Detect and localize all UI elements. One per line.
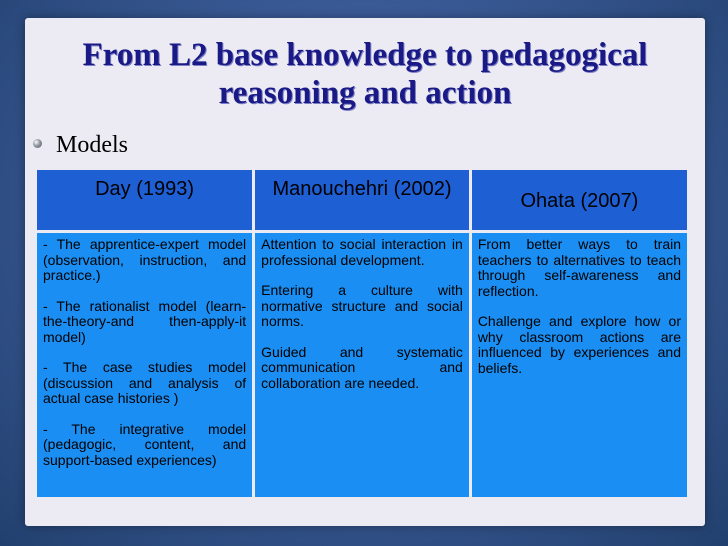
cell-day [37, 232, 254, 498]
manouchehri-point-2: Entering a culture with normative structure and social norms. [261, 282, 463, 329]
day-model-case-studies: - The case studies model (discussion and analysis of actual case histories ) [43, 359, 247, 406]
cell-manouchehri [254, 232, 471, 498]
header-day: Day (1993) [37, 170, 254, 232]
bullet-item [33, 132, 128, 159]
header-row [37, 170, 687, 232]
manouchehri-point-3: Guided and systematic communication and collaboration are needed. [261, 343, 463, 391]
header-manouchehri: Manouchehri (2002) [254, 170, 471, 232]
day-model-integrative: - The integrative model (pedagogic, content, and support-based experiences) [43, 420, 247, 468]
header-ohata: Ohata (2007) [470, 170, 687, 232]
cell-ohata [470, 232, 687, 498]
day-model-apprentice: - The apprentice-expert model (observation, instruction, and practice.) [43, 236, 247, 283]
table-row [37, 232, 687, 498]
manouchehri-point-1: Attention to social interaction in professional development. [261, 236, 463, 268]
ohata-point-2: Challenge and explore how or why classroom actions are influenced by experiences and beliefs. [477, 313, 681, 376]
models-table [37, 170, 687, 497]
bullet-text: Models [56, 132, 128, 158]
slide-title: From L2 base knowledge to pedagogical reasoning and action [82, 37, 648, 111]
bullet-dot-icon [33, 139, 42, 148]
ohata-point-1: From better ways to train teachers to alternatives to teach through self-awareness and reflection. [477, 236, 681, 299]
slide [25, 18, 705, 526]
day-model-rationalist: - The rationalist model (learn-the-theory-and then-apply-it model) [43, 297, 247, 345]
